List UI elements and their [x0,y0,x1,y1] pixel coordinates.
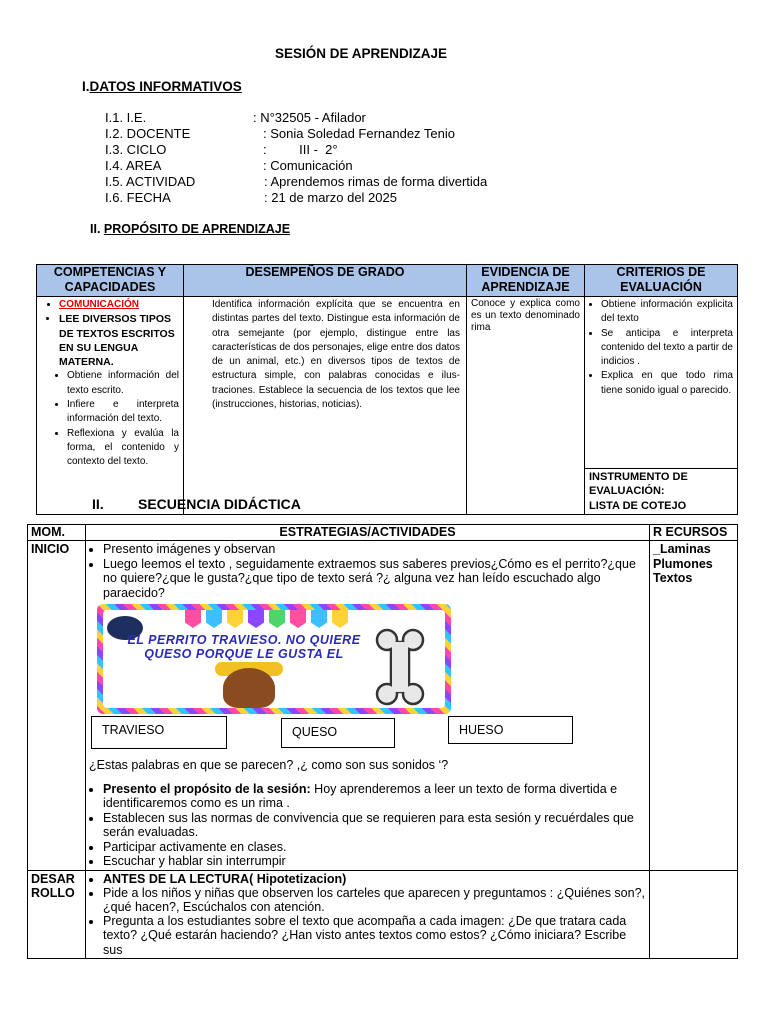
header-competencias: COMPETENCIAS Y CAPACIDADES [37,265,184,297]
info-row-docente [105,126,455,142]
instrumento-value: LISTA DE COTEJO [589,499,687,512]
word-box-queso: QUESO [281,718,395,748]
desarrollo-label-part: ROLLO [31,886,75,900]
bone-illustration-icon [369,628,431,706]
desarrollo-label-part: DESAR [31,871,75,886]
info-row-ie [105,110,366,126]
section-3-number: II. [92,496,104,512]
section-3-title: SECUENCIA DIDÁCTICA [138,496,301,512]
capacidad-item: • Reflexiona y evalúa la forma, el contenido y contexto del texto. [67,427,179,470]
norm-item: • Escuchar y hablar sin interrumpir [103,854,646,869]
competencias-cell [37,297,184,515]
purpose-text: Hoy aprenderemos a leer un texto de forma divertida e identificaremos como es un rima . [103,781,618,810]
banner-story-text: EL PERRITO TRAVIESO. NO QUIERE QUESO PORQUE LE GUSTA EL [127,633,361,661]
capacidad-item: • Obtiene información del texto escrito. [67,369,179,398]
activity-item: • Presento imágenes y observan [103,542,646,557]
purpose-label: Presento el propósito de la sesión: [103,781,311,796]
resource-item: Plumones [653,556,713,571]
purpose-table [36,264,738,515]
section-1-number: I. [82,79,90,94]
capacidad-item: • Infiere e interpreta información del texto. [67,398,179,427]
criterio-item: • Explica en que todo rima tiene sonido igual o parecido. [601,369,733,398]
info-label: I.1. I.E. [105,110,147,125]
page-title: SESIÓN DE APRENDIZAJE [274,46,448,61]
info-row-ciclo [105,142,338,158]
section-2-heading [90,222,290,236]
section-1-heading [82,79,242,94]
header-criterios: CRITERIOS DE EVALUACIÓN [585,265,738,297]
inicio-activities [86,541,650,871]
header-mom: MOM. [28,525,86,541]
activity-item: • Luego leemos el texto , seguidamente extraemos sus saberes previos¿Cómo es el perrito?¿que no quiere?¿que le gusta?¿que tipo de texto será ?¿ alguna vez han leído escuchado algo paraecido? [103,557,646,601]
story-banner-image [97,604,451,714]
header-recursos: R ECURSOS [650,525,738,541]
resource-item: _Laminas [653,542,711,556]
section-3-heading [92,496,301,512]
activity-item: • Pide a los niños y niñas que observen los carteles que aparecen y preguntamos : ¿Quiénes son?, ¿qué hacen?, Escúchalos con atención. [103,886,646,914]
info-value: : N°32505 - Afilador [253,110,366,125]
purpose-item [103,782,646,811]
question-text: ¿Estas palabras en que se parecen? ,¿ como son sus sonidos ‘? [89,758,449,772]
info-label: I.4. AREA [105,158,162,173]
inicio-resources [650,541,738,871]
desempeno-cell: Identifica información explícita que se encuentra en distintas partes del texto. Distingue esta información de otra semejante (por ejemplo, distingue entre las características de dos personajes, elige entre dos datos de un animal, etc.) en diversos tipos de textos de estructura simple, con palabras conocidas e ilus-traciones. Establece la secuencia de los textos que lee (instrucciones, historias, noticias). [184,297,467,515]
resource-item: Textos [653,571,693,585]
instrumento-cell [585,469,738,515]
word-box-hueso: HUESO [448,716,573,744]
section-2-number: II. [90,222,101,236]
info-row-actividad [105,174,487,190]
inicio-label: INICIO [28,541,86,871]
desarrollo-activities [86,870,650,958]
header-estrategias: ESTRATEGIAS/ACTIVIDADES [86,525,650,541]
competencia-text: • LEE DIVERSOS TIPOS DE TEXTOS ESCRITOS EN SU LENGUA MATERNA. [59,312,179,369]
criterio-item: • Se anticipa e interpreta contenido del texto a partir de indicios . [601,327,733,370]
evidencia-cell: Conoce y explica como es un texto denominado rima [467,297,585,515]
header-desempenos: DESEMPEÑOS DE GRADO [184,265,467,297]
header-evidencia: EVIDENCIA DE APRENDIZAJE [467,265,585,297]
instrumento-label: INSTRUMENTO DE EVALUACIÓN: [589,471,688,498]
norm-item: • Participar activamente en clases. [103,840,646,855]
section-1-title: DATOS INFORMATIVOS [89,79,242,94]
criterio-item: • Obtiene información explicita del texto [601,298,733,327]
desarrollo-label [28,870,86,958]
sequence-table [27,524,738,959]
info-value: : 21 de marzo del 2025 [264,190,397,205]
info-value: : III - 2° [263,142,338,157]
info-label: I.2. DOCENTE [105,126,191,141]
info-value: : Comunicación [263,158,353,173]
norm-item: • Establecen sus las normas de convivencia que se requieren para esta sesión y recuérdales que serán evaluadas. [103,811,646,840]
info-label: I.3. CICLO [105,142,167,157]
info-label: I.5. ACTIVIDAD [105,174,196,189]
word-box-travieso: TRAVIESO [91,716,227,749]
area-label: COMUNICACIÓN [59,299,139,310]
desarrollo-resources [650,870,738,958]
info-row-area [105,158,353,174]
bunting-flags-icon [185,610,348,628]
dog-illustration-icon [223,668,275,708]
criterios-cell [585,297,738,469]
reading-heading: • ANTES DE LA LECTURA( Hipotetizacion) [103,872,646,886]
info-value: : Sonia Soledad Fernandez Tenio [263,126,456,141]
info-value: : Aprendemos rimas de forma divertida [264,174,488,189]
info-label: I.6. FECHA [105,190,171,205]
word-boxes [89,714,646,758]
section-2-title: PROPÓSITO DE APRENDIZAJE [103,222,291,236]
info-row-fecha [105,190,397,206]
activity-item: • Pregunta a los estudiantes sobre el texto que acompaña a cada imagen: ¿De que tratara cada texto? ¿Qué estarán haciendo? ¿Han visto antes textos como estos? ¿Cómo iniciara? Escribe sus [103,914,646,957]
